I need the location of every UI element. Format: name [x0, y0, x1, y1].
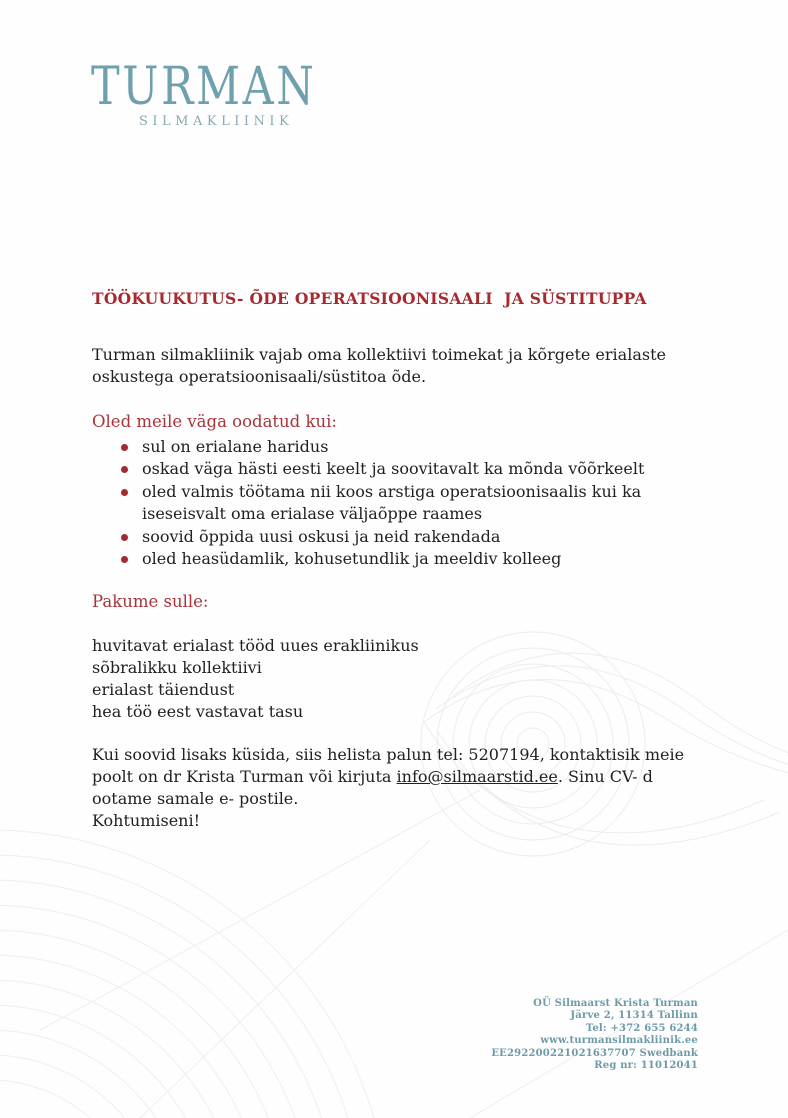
list-item: erialast täiendust — [92, 680, 235, 700]
list-item: sõbralikku kollektiivi — [92, 658, 262, 678]
contact-text-after-email: . Sinu CV- d ootame samale e- postile. — [92, 767, 653, 809]
list-item: sul on erialane haridus — [92, 436, 694, 458]
footer-contact-block — [491, 998, 698, 1072]
offer-list — [92, 635, 694, 723]
contact-text-before-email: Kui soovid lisaks küsida, siis helista palun tel: 5207194, kontaktisik meie poolt on dr Krista Turman või kirjuta — [92, 745, 685, 787]
footer-address: Järve 2, 11314 Tallinn — [570, 1010, 698, 1022]
list-item: oskad väga hästi eesti keelt ja soovitavalt ka mõnda võõrkeelt — [92, 458, 694, 480]
list-item: oled valmis töötama nii koos arstiga operatsioonisaalis kui ka iseseisvalt oma erialase väljaõppe raames — [92, 481, 694, 526]
footer-website: www.turmansilmakliinik.ee — [540, 1035, 698, 1047]
list-item: hea töö eest vastavat tasu — [92, 702, 304, 722]
email-link[interactable]: info@silmaarstid.ee — [396, 767, 558, 787]
contact-closing: Kohtumiseni! — [92, 811, 201, 831]
list-item: oled heasüdamlik, kohusetundlik ja meeldiv kolleeg — [92, 548, 694, 570]
contact-paragraph — [92, 744, 698, 832]
intro-paragraph: Turman silmakliinik vajab oma kollektiivi toimekat ja kõrgete erialaste oskustega operatsioonisaali/süstitoa õde. — [92, 345, 666, 387]
offer-heading: Pakume sulle: — [92, 592, 209, 611]
logo-subtitle: SILMAKLIINIK — [139, 114, 294, 129]
requirements-list — [92, 436, 694, 570]
footer-bank-account: EE292200221021637707 Swedbank — [491, 1047, 698, 1059]
logo-wordmark: TURMAN — [91, 55, 317, 117]
job-title: TÖÖKUUKUTUS- ÕDE OPERATSIOONISAALI JA SÜSTITUPPA — [92, 289, 647, 308]
list-item: soovid õppida uusi oskusi ja neid rakendada — [92, 526, 694, 548]
footer-reg-number: Reg nr: 11012041 — [594, 1060, 698, 1072]
footer-company-name: OÜ Silmaarst Krista Turman — [533, 998, 698, 1009]
list-item: huvitavat erialast tööd uues erakliinikus — [92, 636, 419, 655]
requirements-heading: Oled meile väga oodatud kui: — [92, 412, 337, 431]
footer-phone: Tel: +372 655 6244 — [585, 1022, 698, 1034]
